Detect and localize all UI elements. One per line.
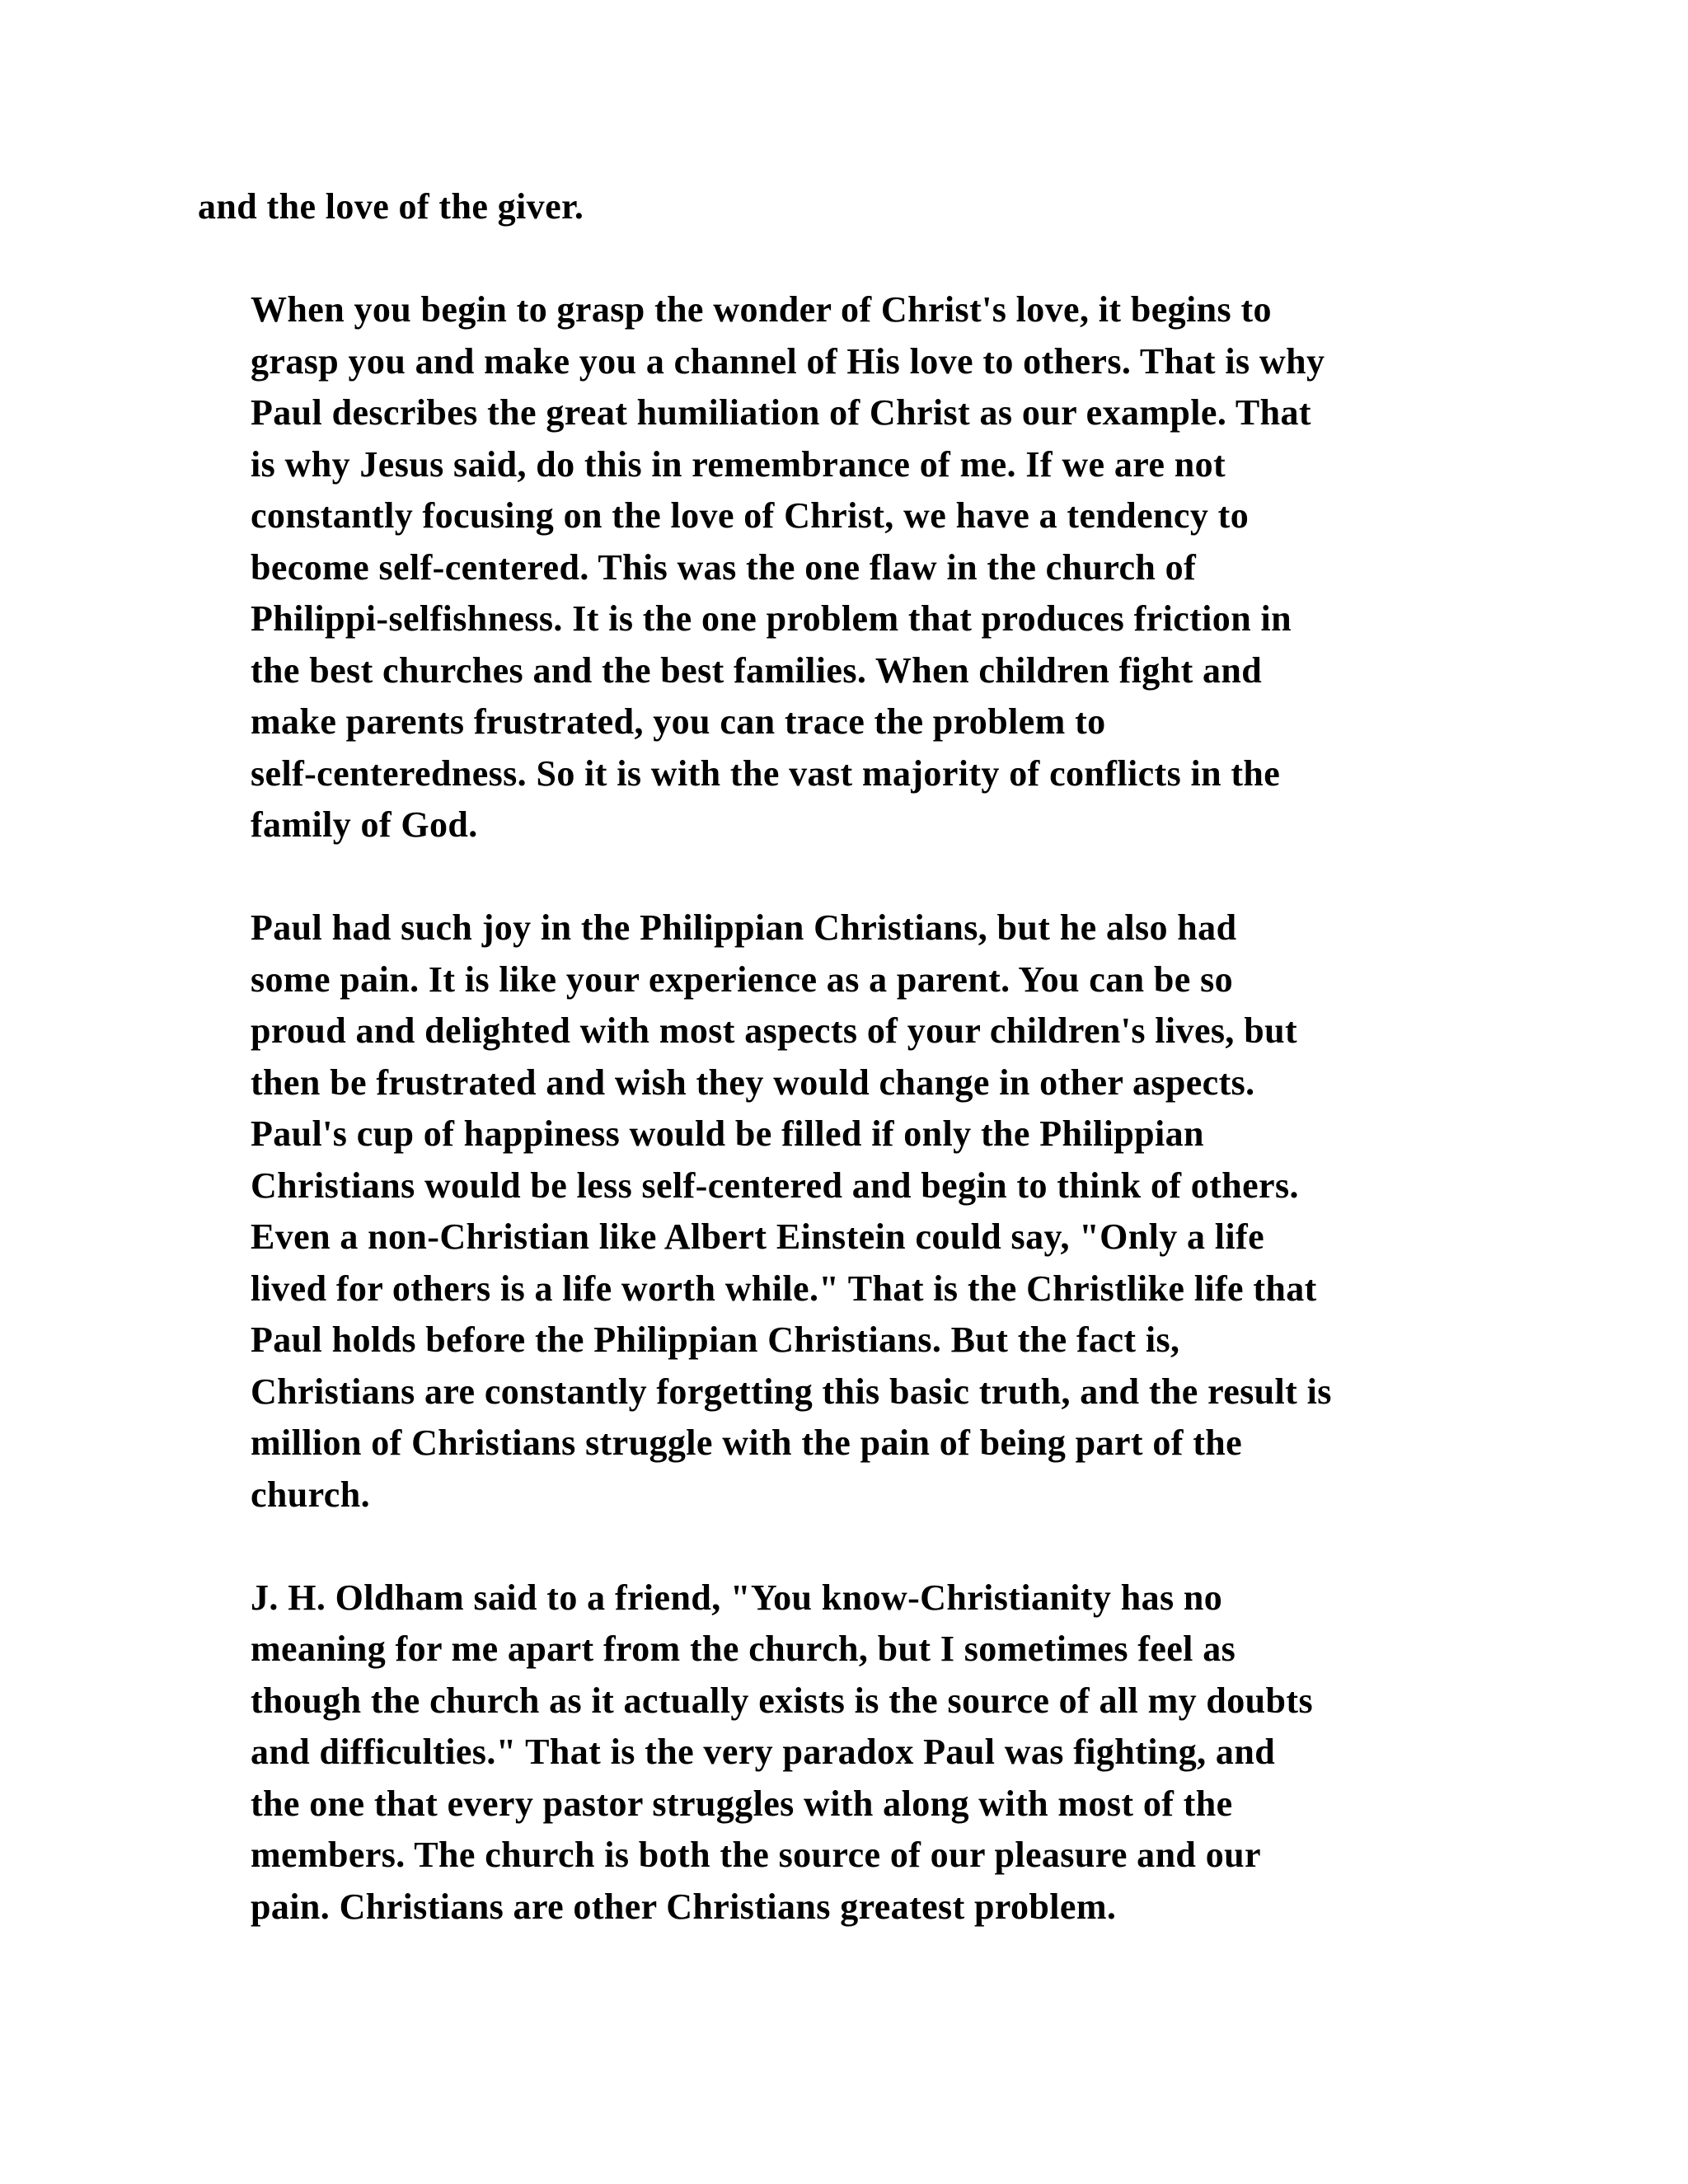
text-line: some pain. It is like your experience as a parent. You can be so — [251, 958, 1234, 1000]
text-line: proud and delighted with most aspects of your children's lives, but — [251, 1010, 1297, 1051]
text-line: is why Jesus said, do this in remembrance of me. If we are not — [251, 443, 1226, 485]
text-line: the one that every pastor struggles with along with most of the — [251, 1783, 1233, 1824]
text-line: Paul had such joy in the Philippian Christians, but he also had — [251, 907, 1237, 948]
text-line: self-centeredness. So it is with the vast majority of conflicts in the — [251, 752, 1281, 794]
text-line: lived for others is a life worth while." That is the Christlike life that — [251, 1268, 1317, 1309]
paragraph-4 — [198, 1572, 1517, 1933]
text-line: Philippi-selfishness. It is the one problem that produces friction in — [251, 598, 1292, 639]
text-line: constantly focusing on the love of Christ, we have a tendency to — [251, 495, 1250, 536]
text-line: Paul's cup of happiness would be filled if only the Philippian — [251, 1113, 1204, 1154]
text-line: the best churches and the best families. When children fight and — [251, 649, 1263, 691]
text-line: meaning for me apart from the church, but I sometimes feel as — [251, 1629, 1236, 1669]
text-line: Even a non-Christian like Albert Einstein could say, "Only a life — [251, 1216, 1265, 1257]
text-line: Paul holds before the Philippian Christians. But the fact is, — [251, 1319, 1180, 1360]
paragraph-1 — [198, 181, 1517, 233]
text-line: then be frustrated and wish they would change in other aspects. — [251, 1062, 1255, 1103]
paragraph-3 — [198, 902, 1517, 1521]
text-line: pain. Christians are other Christians greatest problem. — [251, 1886, 1117, 1927]
text-line: members. The church is both the source of our pleasure and our — [251, 1835, 1261, 1875]
text-line: make parents frustrated, you can trace the problem to — [251, 701, 1106, 742]
text-line: and the love of the giver. — [198, 186, 584, 227]
text-line: grasp you and make you a channel of His love to others. That is why — [251, 340, 1325, 382]
text-line: become self-centered. This was the one flaw in the church of — [251, 546, 1197, 588]
text-line: million of Christians struggle with the pain of being part of the — [251, 1422, 1243, 1463]
text-line: family of God. — [251, 804, 478, 845]
paragraph-2 — [198, 284, 1517, 851]
body-text — [198, 181, 1517, 1933]
text-line: Christians are constantly forgetting this basic truth, and the result is — [251, 1371, 1332, 1412]
text-line: church. — [251, 1474, 371, 1515]
text-line: Paul describes the great humiliation of Christ as our example. That — [251, 392, 1311, 433]
text-line: When you begin to grasp the wonder of Christ's love, it begins to — [251, 289, 1272, 330]
text-line: and difficulties." That is the very paradox Paul was fighting, and — [251, 1732, 1276, 1772]
text-line: Christians would be less self-centered and begin to think of others. — [251, 1165, 1299, 1206]
text-line: J. H. Oldham said to a friend, "You know-Christianity has no — [251, 1577, 1223, 1618]
text-line: though the church as it actually exists is the source of all my doubts — [251, 1680, 1314, 1721]
